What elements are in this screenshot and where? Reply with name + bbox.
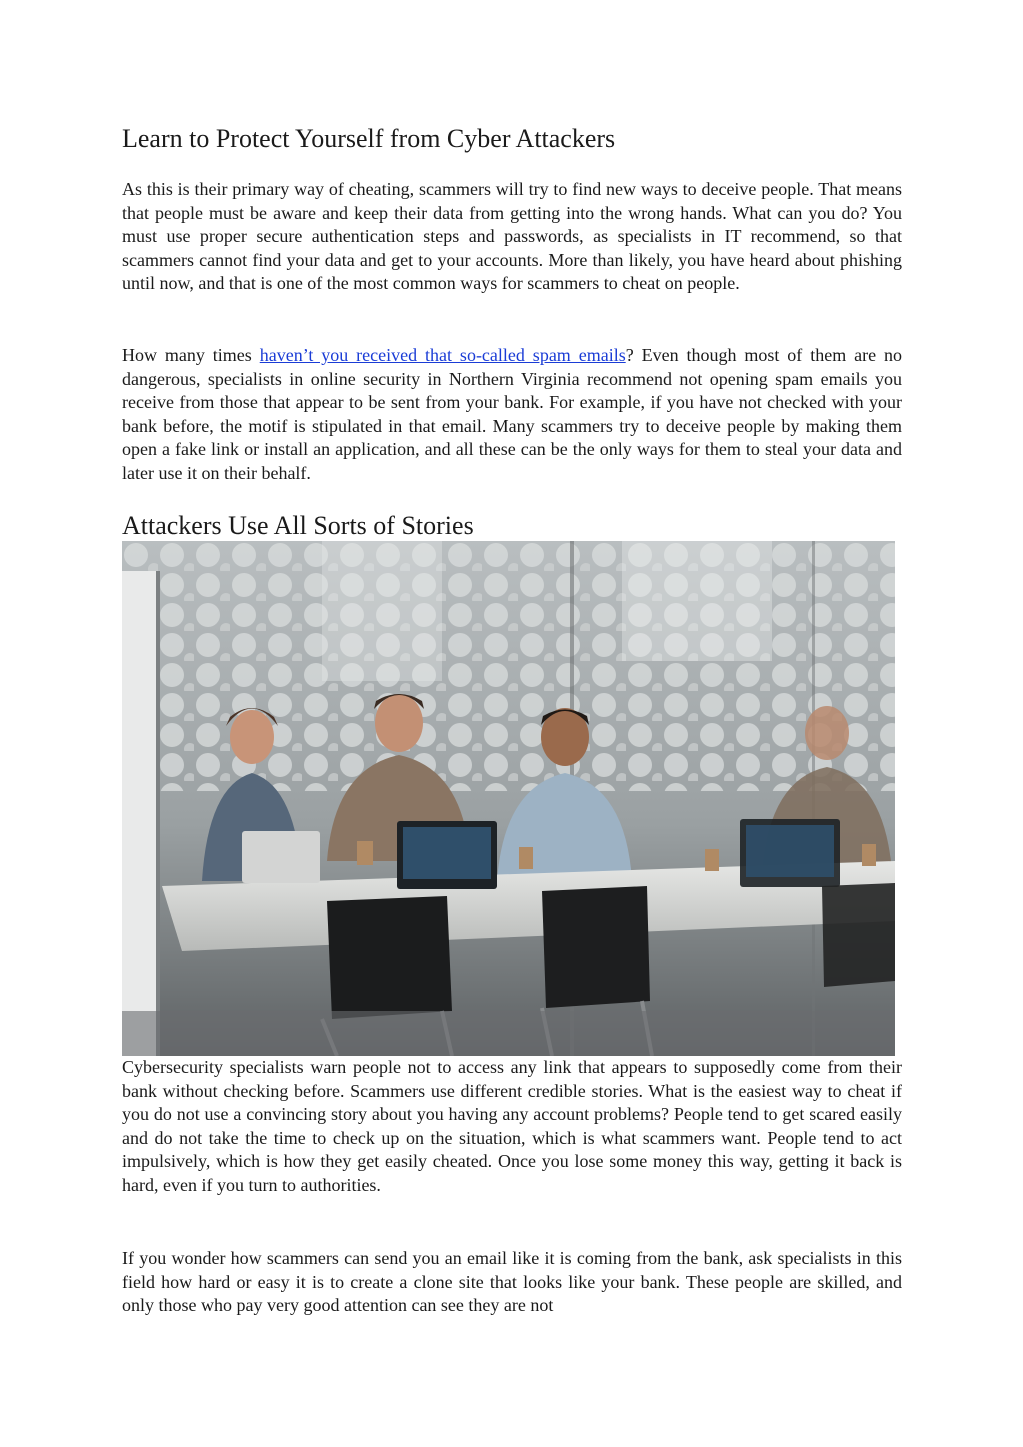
page-title: Learn to Protect Yourself from Cyber Attackers: [122, 124, 616, 153]
spam-emails-link[interactable]: haven’t you received that so-called spam emails: [259, 345, 626, 365]
paragraph-spam-emails: [122, 344, 902, 486]
office-meeting-photo: [122, 541, 895, 1056]
office-meeting-illustration: [122, 541, 895, 1056]
paragraph-clone-site: If you wonder how scammers can send you an email like it is coming from the bank, ask specialists in this field how hard or easy it is to create a clone site that looks like your bank. These people are skilled, and only those who pay very good attention can see they are not: [122, 1248, 902, 1316]
section-heading: Attackers Use All Sorts of Stories: [122, 511, 474, 540]
paragraph-text-after-link: ? Even though most of them are no dangerous, specialists in online security in Northern Virginia recommend not opening spam emails you receive from those that appear to be sent from your bank. For example, if you have not checked with your bank before, the motif is stipulated in that email. Many scammers try to deceive people by making them open a fake link or install an application, and all these can be the only ways for them to steal your data and later use it on their behalf.: [122, 345, 902, 483]
paragraph-text-before-link: How many times: [122, 345, 260, 365]
paragraph-credible-stories: Cybersecurity specialists warn people not to access any link that appears to supposedly come from their bank without checking before. Scammers use different credible stories. What is the easiest way to cheat if you do not use a convincing story about you having any account problems? People tend to get scared easily and do not take the time to check up on the situation, which is what scammers want. People tend to act impulsively, which is how they get easily cheated. Once you lose some money this way, getting it back is hard, even if you turn to authorities.: [122, 1057, 902, 1195]
paragraph-intro: As this is their primary way of cheating, scammers will try to find new ways to deceive people. That means that people must be aware and keep their data from getting into the wrong hands. What can you do? You must use proper secure authentication steps and passwords, as specialists in IT recommend, so that scammers cannot find your data and get to your accounts. More than likely, you have heard about phishing until now, and that is one of the most common ways for scammers to cheat on people.: [122, 179, 902, 294]
